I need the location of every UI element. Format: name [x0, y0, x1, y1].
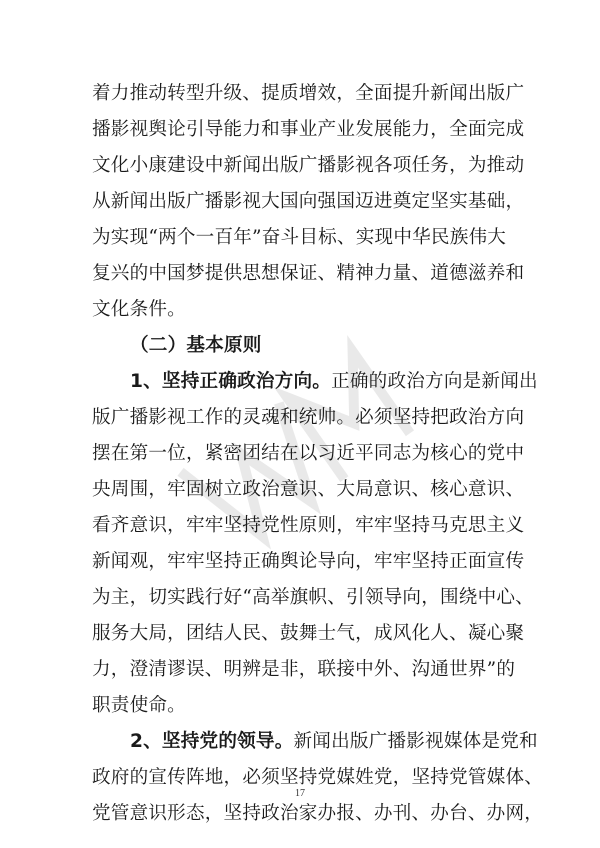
- paragraph-line: 文化条件。: [92, 299, 186, 320]
- paragraph-line: 从新闻出版广播影视大国向强国迈进奠定坚实基础，: [92, 191, 525, 212]
- paragraph-line: 摆在第一位，紧密团结在以习近平同志为核心的党中: [92, 443, 525, 464]
- section-heading: （二）基本原则: [130, 335, 262, 356]
- paragraph-line: 版广播影视工作的灵魂和统帅。必须坚持把政治方向: [92, 407, 525, 428]
- paragraph-line: 职责使命。: [92, 695, 186, 716]
- paragraph-line: 服务大局，团结人民、鼓舞士气，成风化人、凝心聚: [92, 623, 525, 644]
- paragraph-line: 复兴的中国梦提供思想保证、精神力量、道德滋养和: [92, 263, 525, 284]
- principle-2-first-line: [92, 724, 538, 760]
- paragraph-line: 为主，切实践行好“高举旗帜、引领导向，围绕中心、: [92, 587, 534, 608]
- paragraph-line: 看齐意识，牢牢坚持党性原则，牢牢坚持马克思主义: [92, 515, 525, 536]
- page-number: 17: [295, 788, 305, 799]
- paragraph-line: 播影视舆论引导能力和事业产业发展能力，全面完成: [92, 119, 525, 140]
- paragraph-line: 党管意识形态，坚持政治家办报、办刊、办台、办网，: [92, 803, 544, 824]
- body-text: [92, 76, 544, 832]
- principle-1-title: 1、坚持正确政治方向。: [130, 371, 332, 392]
- paragraph-line: 文化小康建设中新闻出版广播影视各项任务，为推动: [92, 155, 525, 176]
- paragraph-line: 新闻观，牢牢坚持正确舆论导向，牢牢坚持正面宣传: [92, 551, 525, 572]
- principle-2-title: 2、坚持党的领导。: [130, 731, 294, 752]
- paragraph-line: 政府的宣传阵地，必须坚持党媒姓党，坚持党管媒体、: [92, 767, 544, 788]
- paragraph-line: 为实现“两个一百年”奋斗目标、实现中华民族伟大: [92, 227, 507, 248]
- paragraph-line: 着力推动转型升级、提质增效，全面提升新闻出版广: [92, 83, 525, 104]
- paragraph-line: 央周围，牢固树立政治意识、大局意识、核心意识、: [92, 479, 525, 500]
- principle-2-lead: 新闻出版广播影视媒体是党和: [293, 731, 538, 752]
- principle-1-lead: 正确的政治方向是新闻出: [331, 371, 538, 392]
- principle-1-first-line: [92, 364, 538, 400]
- paragraph-line: 力，澄清谬误、明辨是非，联接中外、沟通世界”的: [92, 659, 516, 680]
